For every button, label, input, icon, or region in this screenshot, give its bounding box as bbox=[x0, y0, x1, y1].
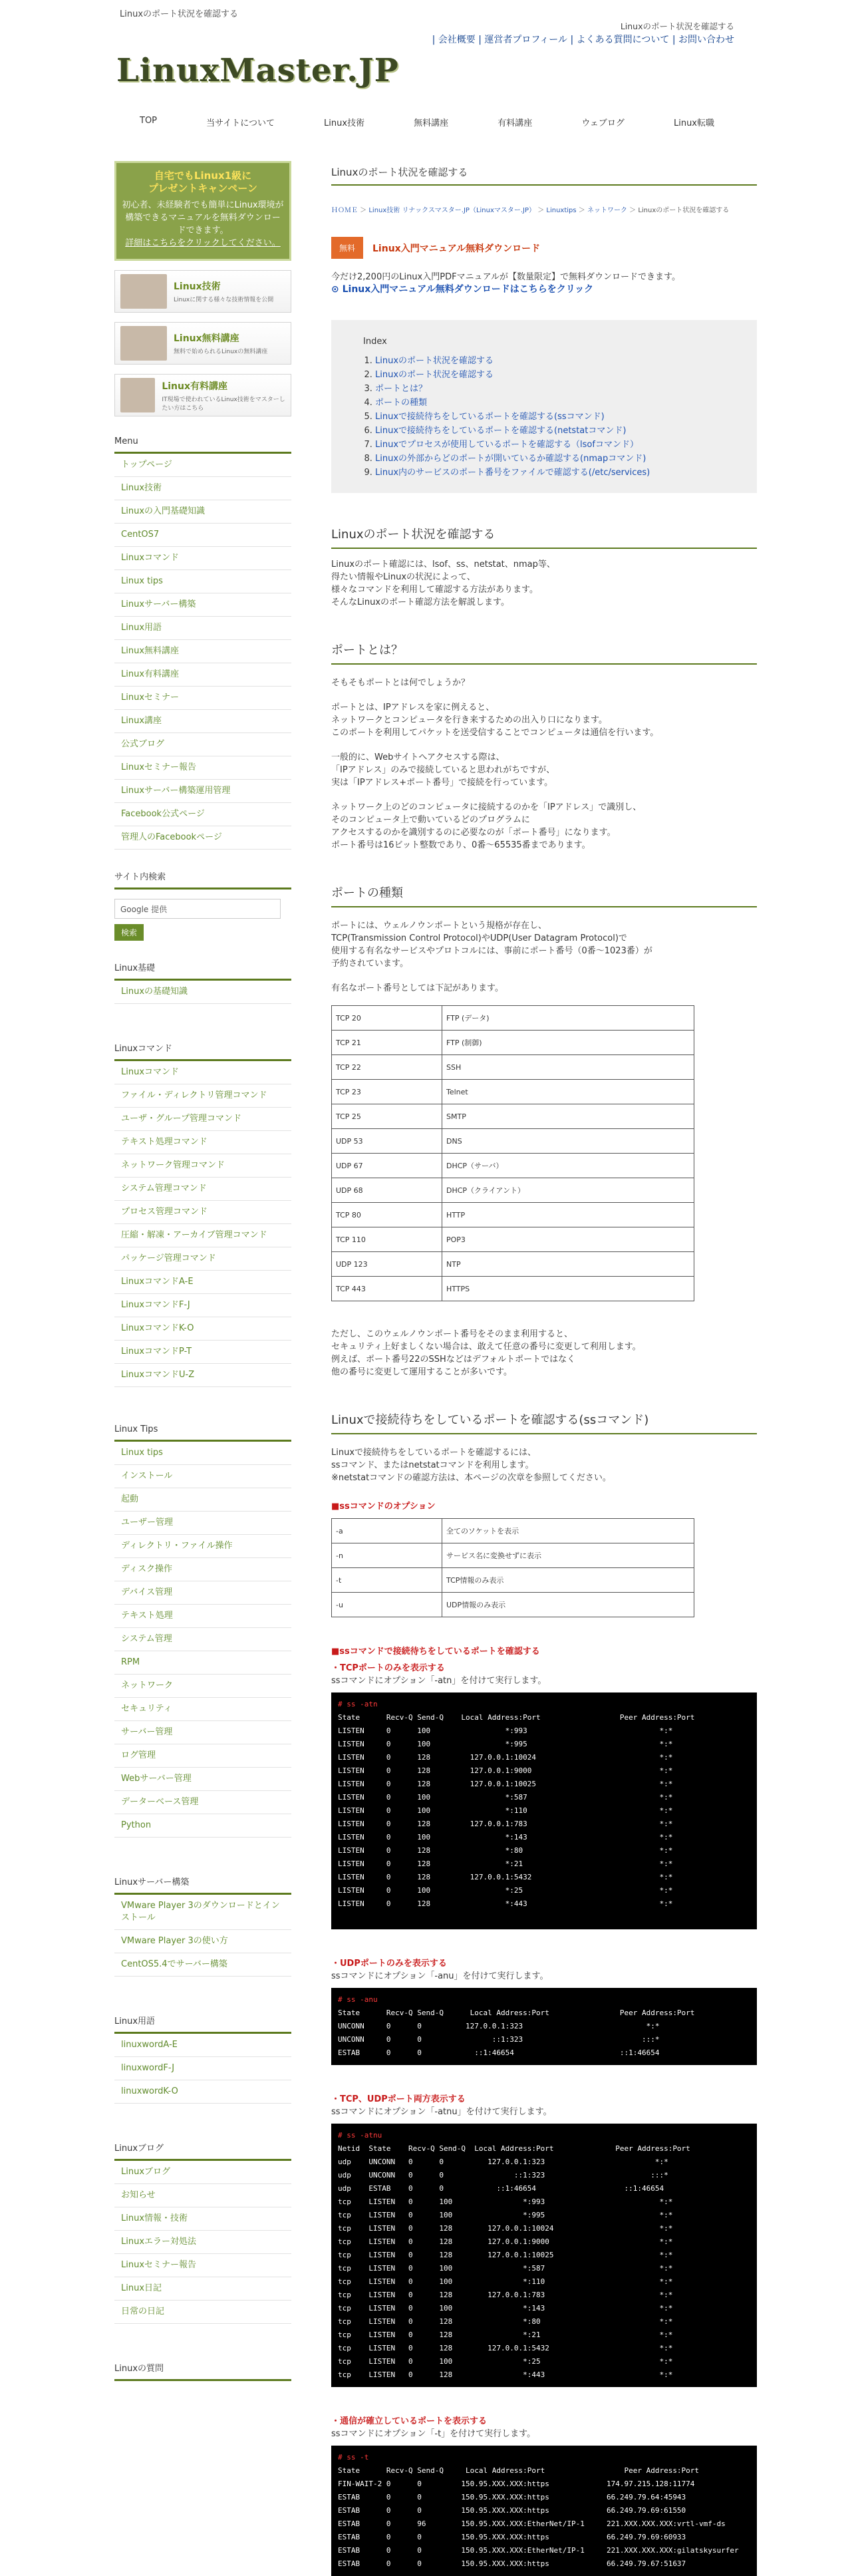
terminal-command: # ss -atnu bbox=[338, 2131, 382, 2140]
download-desc bbox=[331, 271, 757, 296]
table-cell: DNS bbox=[442, 1129, 694, 1154]
table-cell: UDP 53 bbox=[332, 1129, 442, 1154]
toc-item bbox=[375, 452, 725, 466]
section-2-p2: ポートとは、IPアドレスを家に例えると、 ネットワークとコンピュータを行き来するための出入り口になります。 このポートを利用してパケットを送受信することでコンピュータは通信を行います。 bbox=[331, 703, 659, 738]
toc-item bbox=[375, 396, 725, 410]
toc-item bbox=[375, 368, 725, 382]
sidebar-link[interactable]: サーバー管理 bbox=[114, 1721, 291, 1744]
site-logo[interactable]: LinuxMaster.JP bbox=[116, 52, 399, 89]
table-row bbox=[332, 1593, 694, 1617]
sidebar-link[interactable]: システム管理コマンド bbox=[114, 1178, 291, 1201]
table-row bbox=[332, 1568, 694, 1593]
sidebar-link[interactable]: Linuxセミナー報告 bbox=[114, 756, 291, 780]
sidebar-link[interactable]: CentOS7 bbox=[114, 524, 291, 547]
terminal-command: # ss -t bbox=[338, 2453, 369, 2462]
sidebar-link[interactable]: LinuxコマンドA-E bbox=[114, 1271, 291, 1294]
sidebar-link[interactable]: Linux講座 bbox=[114, 710, 291, 733]
section-1-body: Linuxのポート確認には、lsof、ss、netstat、nmap等、 得たい情報やLinuxの状況によって、 様々なコマンドを利用して確認する方法があります。 そんなLinuxのポート確認方法を解説します。 bbox=[331, 560, 555, 607]
sidebar-link[interactable]: ネットワーク管理コマンド bbox=[114, 1154, 291, 1178]
server-list bbox=[114, 1895, 291, 1977]
terminal-output bbox=[331, 1988, 757, 2065]
table-row bbox=[332, 1543, 694, 1568]
table-row bbox=[332, 1031, 694, 1055]
sidebar-link[interactable]: LinuxコマンドF-J bbox=[114, 1294, 291, 1317]
sidebar-link[interactable]: ネットワーク bbox=[114, 1675, 291, 1698]
command-block bbox=[331, 1956, 757, 2065]
command-block-title: ・UDPポートのみを表示する bbox=[331, 1959, 447, 1969]
table-cell: TCP 443 bbox=[332, 1277, 442, 1301]
header-links: | 会社概要 | 運営者プロフィール | よくある質問について | お問い合わせ bbox=[432, 35, 734, 45]
header-right-tagline: Linuxのポート状況を確認する bbox=[620, 21, 734, 31]
crumb-current: Linuxのポート状況を確認する bbox=[638, 207, 730, 214]
table-cell: UDP情報のみ表示 bbox=[442, 1593, 694, 1617]
banner-image bbox=[120, 378, 155, 412]
sidebar-link[interactable]: Linuxエラー対処法 bbox=[114, 2231, 291, 2254]
table-cell: TCP 80 bbox=[332, 1203, 442, 1227]
sidebar-link[interactable]: テキスト処理コマンド bbox=[114, 1131, 291, 1154]
sidebar-link[interactable]: データーベース管理 bbox=[114, 1791, 291, 1814]
terminal-command: # ss -atn bbox=[338, 1700, 378, 1708]
command-block bbox=[331, 1661, 757, 1929]
sidebar-link[interactable]: Linux情報・技術 bbox=[114, 2207, 291, 2231]
table-cell: Telnet bbox=[442, 1080, 694, 1104]
table-cell: SMTP bbox=[442, 1104, 694, 1129]
crumb-tech[interactable]: Linux技術 リナックスマスター.JP（Linuxマスター.JP） bbox=[368, 207, 536, 214]
nav-top[interactable]: TOP bbox=[140, 116, 158, 126]
sidebar-link[interactable]: VMware Player 3の使い方 bbox=[114, 1930, 291, 1953]
sidebar-link[interactable]: セキュリティ bbox=[114, 1698, 291, 1721]
sidebar-link[interactable]: linuxwordF-J bbox=[114, 2057, 291, 2080]
banner-title: Linux有料講座 bbox=[162, 381, 228, 392]
toc-link[interactable]: ポートの種類 bbox=[375, 398, 428, 408]
sidebar-link[interactable]: Webサーバー管理 bbox=[114, 1768, 291, 1791]
sidebar-link[interactable]: Facebook公式ページ bbox=[114, 803, 291, 826]
search-heading: サイト内検索 bbox=[114, 870, 291, 889]
sidebar-link[interactable]: 管理人のFacebookページ bbox=[114, 826, 291, 850]
sidebar-link[interactable]: ログ管理 bbox=[114, 1744, 291, 1768]
promo-link[interactable]: 詳細はこちらをクリックしてください。 bbox=[125, 238, 281, 248]
sidebar-banner[interactable] bbox=[114, 270, 291, 313]
table-row bbox=[332, 1055, 694, 1080]
banner-image bbox=[120, 274, 167, 309]
sidebar-link[interactable]: テキスト処理 bbox=[114, 1605, 291, 1628]
server-heading: Linuxサーバー構築 bbox=[114, 1875, 291, 1895]
table-cell: -n bbox=[332, 1543, 442, 1568]
terminal-output bbox=[331, 2124, 757, 2387]
table-cell: TCP 22 bbox=[332, 1055, 442, 1080]
section-4-title: Linuxで接続待ちをしているポートを確認する(ssコマンド) bbox=[331, 1410, 757, 1434]
sidebar-link[interactable]: LinuxコマンドP-T bbox=[114, 1341, 291, 1364]
breadcrumb: ＨＯＭＥ ＞ Linux技術 リナックスマスター.JP（Linuxマスター.JP） ＞ Linuxtips ＞ ネットワーク ＞ Linuxのポート状況を確認する bbox=[331, 207, 730, 214]
blog-list bbox=[114, 2161, 291, 2324]
sidebar-link[interactable]: Linux有料講座 bbox=[114, 663, 291, 687]
sidebar-link[interactable]: 圧縮・解凍・アーカイブ管理コマンド bbox=[114, 1224, 291, 1247]
nav-about[interactable]: 当サイトについて bbox=[206, 118, 275, 128]
link-company[interactable]: 会社概要 bbox=[438, 35, 476, 45]
nav-blog[interactable]: ウェブログ bbox=[581, 118, 625, 128]
search-button[interactable]: 検索 bbox=[114, 924, 144, 941]
cmd-heading: Linuxコマンド bbox=[114, 1041, 291, 1061]
sidebar-link[interactable]: インストール bbox=[114, 1465, 291, 1488]
banner-title: Linux無料講座 bbox=[174, 333, 239, 344]
sidebar-link[interactable]: プロセス管理コマンド bbox=[114, 1201, 291, 1224]
sidebar-banner[interactable] bbox=[114, 322, 291, 365]
table-row bbox=[332, 1080, 694, 1104]
blog-heading: Linuxブログ bbox=[114, 2141, 291, 2161]
menu-list bbox=[114, 454, 291, 850]
banner-title: Linux技術 bbox=[174, 281, 221, 292]
table-cell: UDP 68 bbox=[332, 1178, 442, 1203]
search-input[interactable]: Google 提供 bbox=[114, 899, 281, 919]
sidebar-link[interactable]: Linuxサーバー構築 bbox=[114, 593, 291, 617]
table-row bbox=[332, 1006, 694, 1031]
promo-line1: 自宅でもLinux1級に bbox=[154, 170, 252, 182]
command-block-title: ・TCPポートのみを表示する bbox=[331, 1663, 445, 1673]
command-block-title: ・通信が確立しているポートを表示する bbox=[331, 2416, 488, 2426]
banner-subtitle: Linuxに関する様々な技術情報を公開 bbox=[174, 297, 274, 303]
ss-options-table bbox=[331, 1518, 694, 1617]
command-block-desc: ssコマンドにオプション「-t」を付けて実行します。 bbox=[331, 2429, 536, 2439]
table-cell: UDP 123 bbox=[332, 1252, 442, 1277]
table-of-contents bbox=[331, 320, 757, 493]
command-block bbox=[331, 2414, 757, 2576]
sidebar-link[interactable]: Linuxサーバー構築運用管理 bbox=[114, 780, 291, 803]
sidebar-link[interactable]: Linuxブログ bbox=[114, 2161, 291, 2184]
sidebar-link[interactable]: Linuxセミナー bbox=[114, 687, 291, 710]
sidebar-link[interactable]: Linuxコマンド bbox=[114, 547, 291, 570]
section-2-title: ポートとは？ bbox=[331, 641, 757, 665]
basics-heading: Linux基礎 bbox=[114, 961, 291, 981]
sidebar-link[interactable]: linuxwordK-O bbox=[114, 2080, 291, 2104]
terms-list bbox=[114, 2034, 291, 2104]
table-cell: TCP 23 bbox=[332, 1080, 442, 1104]
table-row bbox=[332, 1227, 694, 1252]
terms-heading: Linux用語 bbox=[114, 2014, 291, 2034]
banner-subtitle: 無料で始められるLinuxの無料講座 bbox=[174, 349, 268, 355]
sidebar-banner[interactable] bbox=[114, 374, 291, 416]
table-cell: NTP bbox=[442, 1252, 694, 1277]
sidebar-link[interactable]: パッケージ管理コマンド bbox=[114, 1247, 291, 1271]
table-row bbox=[332, 1203, 694, 1227]
sidebar-link[interactable]: RPM bbox=[114, 1651, 291, 1675]
toc-item bbox=[375, 438, 725, 452]
link-profile[interactable]: 運営者プロフィール bbox=[484, 35, 568, 45]
command-block-title: ・TCP、UDPポート両方表示する bbox=[331, 2094, 466, 2104]
basics-list bbox=[114, 981, 291, 1004]
command-block-desc: ssコマンドにオプション「-anu」を付けて実行します。 bbox=[331, 1971, 549, 1981]
header-tagline: Linuxのポート状況を確認する bbox=[120, 9, 239, 19]
download-desc-text: 今だけ2,200円のLinux入門PDFマニュアルが【数量限定】で無料ダウンロードできます。 bbox=[331, 272, 681, 282]
table-cell: HTTPS bbox=[442, 1277, 694, 1301]
sidebar-link[interactable]: ユーザ・グループ管理コマンド bbox=[114, 1108, 291, 1131]
section-3-p1: ポートには、ウェルノウンポートという規格が存在し、 TCP(Transmission Control Protocol)やUDP(User Datagram Protocol)で 使用する有名なサービスやプロトコルには、事前にポート番号（0番〜1023番）が 予約されています。 bbox=[331, 921, 652, 969]
table-cell: HTTP bbox=[442, 1203, 694, 1227]
crumb-tips[interactable]: Linuxtips bbox=[546, 207, 577, 214]
table-row bbox=[332, 1252, 694, 1277]
toc-list bbox=[375, 354, 725, 480]
toc-link[interactable]: Linuxのポート状況を確認する bbox=[375, 356, 494, 366]
promo-line2: プレゼントキャンペーン bbox=[148, 182, 258, 194]
table-cell: TCP 25 bbox=[332, 1104, 442, 1129]
banner-subtitle: IT現場で使われているLinux技術をマスターしたい方はこちら bbox=[162, 396, 285, 412]
table-cell: FTP (制御) bbox=[442, 1031, 694, 1055]
section-1-title: Linuxのポート状況を確認する bbox=[331, 525, 757, 549]
toc-link[interactable]: ポートとは？ bbox=[375, 384, 428, 394]
command-blocks bbox=[331, 1661, 757, 2576]
section-4-p1: Linuxで接続待ちをしているポートを確認するには、 ssコマンド、またはnetstatコマンドを利用します。 ※netstatコマンドの確認方法は、本ページの次章を参照してください。 bbox=[331, 1448, 611, 1483]
table-cell: サービス名に変換せずに表示 bbox=[442, 1543, 694, 1568]
table-cell: TCP 110 bbox=[332, 1227, 442, 1252]
global-nav bbox=[120, 112, 734, 132]
nav-tech[interactable]: Linux技術 bbox=[324, 118, 365, 128]
table-row bbox=[332, 1154, 694, 1178]
crumb-home[interactable]: ＨＯＭＥ bbox=[331, 207, 358, 214]
sidebar-link[interactable]: システム管理 bbox=[114, 1628, 291, 1651]
banner-list bbox=[114, 270, 291, 416]
table-cell: TCP 20 bbox=[332, 1006, 442, 1031]
faq-heading: Linuxの質問 bbox=[114, 2361, 291, 2381]
download-link[interactable]: ⊙ Linux入門マニュアル無料ダウンロードはこちらをクリック bbox=[331, 284, 594, 295]
sidebar-link[interactable]: ユーザー管理 bbox=[114, 1512, 291, 1535]
table-cell: POP3 bbox=[442, 1227, 694, 1252]
banner-image bbox=[120, 326, 167, 361]
terminal-output bbox=[331, 1692, 757, 1929]
sidebar-link[interactable]: Linuxの入門基礎知識 bbox=[114, 500, 291, 524]
terminal-text: State Recv-Q Send-Q Local Address:Port Peer Address:Port FIN-WAIT-2 0 0 150.95.XXX.XXX:https 174.97.215.128:11774 ESTAB 0 0 150.95.XXX.XXX:https 66.249.79.64:45943 ESTAB 0 0 150.95.XXX.XXX:https 66.249.79.69:61550 ESTAB 0 96 150.95.XXX.XXX:EtherNet/IP-1 221.XXX.XXX.XXX:vrtl-vmf-ds ESTAB 0 0 150.95.XXX.XXX:https 66.249.79.69:60933 ESTAB 0 0 150.95.XXX.XXX:EtherNet/IP-1 221.XXX.XXX.XXX:gilatskysurfer ESTAB 0 0 150.95.XXX.XXX:https 66.249.79.67:51637 bbox=[338, 2466, 739, 2568]
table-cell: -u bbox=[332, 1593, 442, 1617]
toc-item bbox=[375, 424, 725, 438]
sidebar-link[interactable]: ディスク操作 bbox=[114, 1558, 291, 1581]
header-right bbox=[432, 20, 734, 47]
sidebar-link[interactable]: Linuxセミナー報告 bbox=[114, 2254, 291, 2277]
terminal-output bbox=[331, 2446, 757, 2576]
table-cell: DHCP（サーバ） bbox=[442, 1154, 694, 1178]
banner-text bbox=[162, 379, 285, 412]
toc-heading: Index bbox=[363, 337, 387, 347]
ss-check-heading: ■ssコマンドで接続待ちをしているポートを確認する bbox=[331, 1647, 540, 1657]
ss-options-heading: ■ssコマンドのオプション bbox=[331, 1502, 436, 1512]
table-cell: FTP (データ) bbox=[442, 1006, 694, 1031]
table-cell: TCP情報のみ表示 bbox=[442, 1568, 694, 1593]
nav-free-course[interactable]: 無料講座 bbox=[414, 118, 449, 128]
sidebar-link[interactable]: LinuxコマンドU-Z bbox=[114, 1364, 291, 1387]
sidebar-link[interactable]: 起動 bbox=[114, 1488, 291, 1512]
link-faq[interactable]: よくある質問について bbox=[576, 35, 670, 45]
tips-heading: Linux Tips bbox=[114, 1424, 291, 1442]
sidebar-link[interactable]: トップページ bbox=[114, 454, 291, 477]
table-row bbox=[332, 1129, 694, 1154]
banner-text bbox=[174, 331, 267, 355]
sidebar-link[interactable]: LinuxコマンドK-O bbox=[114, 1317, 291, 1341]
sidebar-link[interactable]: Linux tips bbox=[114, 1442, 291, 1465]
sidebar-link[interactable]: ディレクトリ・ファイル操作 bbox=[114, 1535, 291, 1558]
port-table bbox=[331, 1005, 694, 1301]
page-title: Linuxのポート状況を確認する bbox=[331, 165, 757, 186]
terminal-command: # ss -anu bbox=[338, 1995, 378, 2004]
toc-link[interactable]: Linuxのポート状況を確認する bbox=[375, 370, 494, 380]
table-cell: DHCP（クライアント） bbox=[442, 1178, 694, 1203]
table-cell: -a bbox=[332, 1519, 442, 1543]
terminal-text: Netid State Recv-Q Send-Q Local Address:Port Peer Address:Port udp UNCONN 0 0 127.0.0.1:323 *:* udp UNCONN 0 0 ::1:323 :::* udp ESTAB 0 0 ::1:46654 ::1:46654 tcp LISTEN 0 100 *:993 *:* tcp LISTEN 0 100 *:995 *:* tcp LISTEN 0 128 127.0.0.1:10024 *:* tcp LISTEN 0 128 127.0.0.1:9000 *:* tcp LISTEN 0 128 127.0.0.1:10025 *:* tcp LISTEN 0 100 *:587 *:* tcp LISTEN 0 100 *:110 *:* tcp LISTEN 0 128 127.0.0.1:783 *:* tcp LISTEN 0 100 *:143 *:* tcp LISTEN 0 128 *:80 *:* tcp LISTEN 0 128 *:21 *:* tcp LISTEN 0 128 127.0.0.1:5432 *:* tcp LISTEN 0 100 *:25 *:* tcp LISTEN 0 128 *:443 *:* bbox=[338, 2144, 690, 2379]
toc-link[interactable]: Linuxで接続待ちをしているポートを確認する(netstatコマンド) bbox=[375, 426, 627, 436]
sidebar-link[interactable]: 日常の日記 bbox=[114, 2301, 291, 2324]
promo-banner[interactable] bbox=[114, 161, 291, 261]
cmd-list bbox=[114, 1061, 291, 1387]
download-title[interactable]: Linux入門マニュアル無料ダウンロード bbox=[372, 243, 541, 254]
section-2-p3: 一般的に、Webサイトへアクセスする際は、 「IPアドレス」のみで接続していると思われがちですが、 実は「IPアドレス+ポート番号」で接続を行っています。 bbox=[331, 752, 555, 788]
sidebar-link[interactable]: Linux無料講座 bbox=[114, 640, 291, 663]
menu-heading: Menu bbox=[114, 436, 291, 454]
section-3-p3: ただし、このウェルノウンポート番号をそのまま利用すると、 セキュリティ上好ましくない場合は、敢えて任意の番号に変更して利用します。 例えば、ポート番号22のSSHなどはデフォルトポートではなく 他の番号に変更して運用することが多いです。 bbox=[331, 1329, 641, 1377]
section-2-p1: そもそもポートとは何でしょうか？ bbox=[331, 678, 470, 688]
table-cell: -t bbox=[332, 1568, 442, 1593]
free-badge: 無料 bbox=[331, 237, 363, 259]
command-block-desc: ssコマンドにオプション「-atn」を付けて実行します。 bbox=[331, 1676, 547, 1686]
table-cell: UDP 67 bbox=[332, 1154, 442, 1178]
toc-link[interactable]: Linuxでプロセスが使用しているポートを確認する（lsofコマンド） bbox=[375, 440, 639, 450]
terminal-text: State Recv-Q Send-Q Local Address:Port Peer Address:Port UNCONN 0 0 127.0.0.1:323 *:* UNCONN 0 0 ::1:323 :::* ESTAB 0 0 ::1:46654 ::1:46654 bbox=[338, 2009, 695, 2057]
terminal-text: State Recv-Q Send-Q Local Address:Port Peer Address:Port LISTEN 0 100 *:993 *:* LISTEN 0 100 *:995 *:* LISTEN 0 128 127.0.0.1:10024 *:* LISTEN 0 128 127.0.0.1:9000 *:* LISTEN 0 128 127.0.0.1:10025 *:* LISTEN 0 100 *:587 *:* LISTEN 0 100 *:110 *:* LISTEN 0 128 127.0.0.1:783 *:* LISTEN 0 100 *:143 *:* LISTEN 0 128 *:80 *:* LISTEN 0 128 *:21 *:* LISTEN 0 128 127.0.0.1:5432 *:* LISTEN 0 100 *:25 *:* LISTEN 0 128 *:443 *:* bbox=[338, 1713, 695, 1908]
sidebar-link[interactable]: ファイル・ディレクトリ管理コマンド bbox=[114, 1084, 291, 1108]
command-block-desc: ssコマンドにオプション「-atnu」を付けて実行します。 bbox=[331, 2107, 552, 2117]
sidebar-link[interactable]: Linux tips bbox=[114, 570, 291, 593]
section-3-p2: 有名なポート番号としては下記があります。 bbox=[331, 983, 503, 993]
toc-item bbox=[375, 466, 725, 480]
table-row bbox=[332, 1519, 694, 1543]
sidebar-link[interactable]: お知らせ bbox=[114, 2184, 291, 2207]
tips-list bbox=[114, 1442, 291, 1838]
sidebar-link[interactable]: デバイス管理 bbox=[114, 1581, 291, 1605]
link-contact[interactable]: お問い合わせ bbox=[678, 35, 734, 45]
toc-link[interactable]: Linuxの外部からどのポートが開いているか確認する(nmapコマンド) bbox=[375, 454, 646, 464]
sidebar-link[interactable]: Python bbox=[114, 1814, 291, 1838]
toc-link[interactable]: Linux内のサービスのポート番号をファイルで確認する(/etc/services) bbox=[375, 468, 650, 478]
table-row bbox=[332, 1104, 694, 1129]
table-cell: SSH bbox=[442, 1055, 694, 1080]
table-row bbox=[332, 1277, 694, 1301]
sidebar bbox=[114, 161, 291, 2381]
sidebar-link[interactable]: linuxwordA-E bbox=[114, 2034, 291, 2057]
nav-paid-course[interactable]: 有料講座 bbox=[498, 118, 533, 128]
promo-body: 初心者、未経験者でも簡単にLinux環境が構築できるマニュアルを無料ダウンロードできます。 bbox=[122, 200, 284, 236]
command-block bbox=[331, 2092, 757, 2387]
nav-career[interactable]: Linux転職 bbox=[673, 118, 714, 128]
sidebar-link[interactable]: Linux日記 bbox=[114, 2277, 291, 2301]
sidebar-link[interactable]: Linux技術 bbox=[114, 477, 291, 500]
toc-item bbox=[375, 354, 725, 368]
sidebar-link[interactable]: 公式ブログ bbox=[114, 733, 291, 756]
toc-link[interactable]: Linuxで接続待ちをしているポートを確認する(ssコマンド) bbox=[375, 412, 605, 422]
download-link-text[interactable]: Linux入門マニュアル無料ダウンロードはこちらをクリック bbox=[342, 284, 594, 295]
section-3-title: ポートの種類 bbox=[331, 884, 757, 907]
download-box bbox=[331, 237, 757, 259]
table-cell: 全てのソケットを表示 bbox=[442, 1519, 694, 1543]
sidebar-link[interactable]: CentOS5.4でサーバー構築 bbox=[114, 1953, 291, 1977]
banner-text bbox=[174, 279, 273, 303]
sidebar-link[interactable]: Linuxの基礎知識 bbox=[114, 981, 291, 1004]
section-2-p4: ネットワーク上のどのコンピュータに接続するのかを「IPアドレス」で識別し、 そのコンピュータ上で動いているどのプログラムに アクセスするのかを識別するのに必要なのが「ポート番号」になります。 ポート番号は16ビット整数であり、0番〜65535番まであります。 bbox=[331, 802, 642, 850]
table-cell: TCP 21 bbox=[332, 1031, 442, 1055]
sidebar-link[interactable]: VMware Player 3のダウンロードとインストール bbox=[114, 1895, 291, 1930]
sidebar-link[interactable]: Linux用語 bbox=[114, 617, 291, 640]
sidebar-link[interactable]: Linuxコマンド bbox=[114, 1061, 291, 1084]
main-content bbox=[331, 165, 757, 2576]
toc-item bbox=[375, 410, 725, 424]
crumb-network[interactable]: ネットワーク bbox=[587, 207, 627, 214]
table-row bbox=[332, 1178, 694, 1203]
toc-item bbox=[375, 382, 725, 396]
